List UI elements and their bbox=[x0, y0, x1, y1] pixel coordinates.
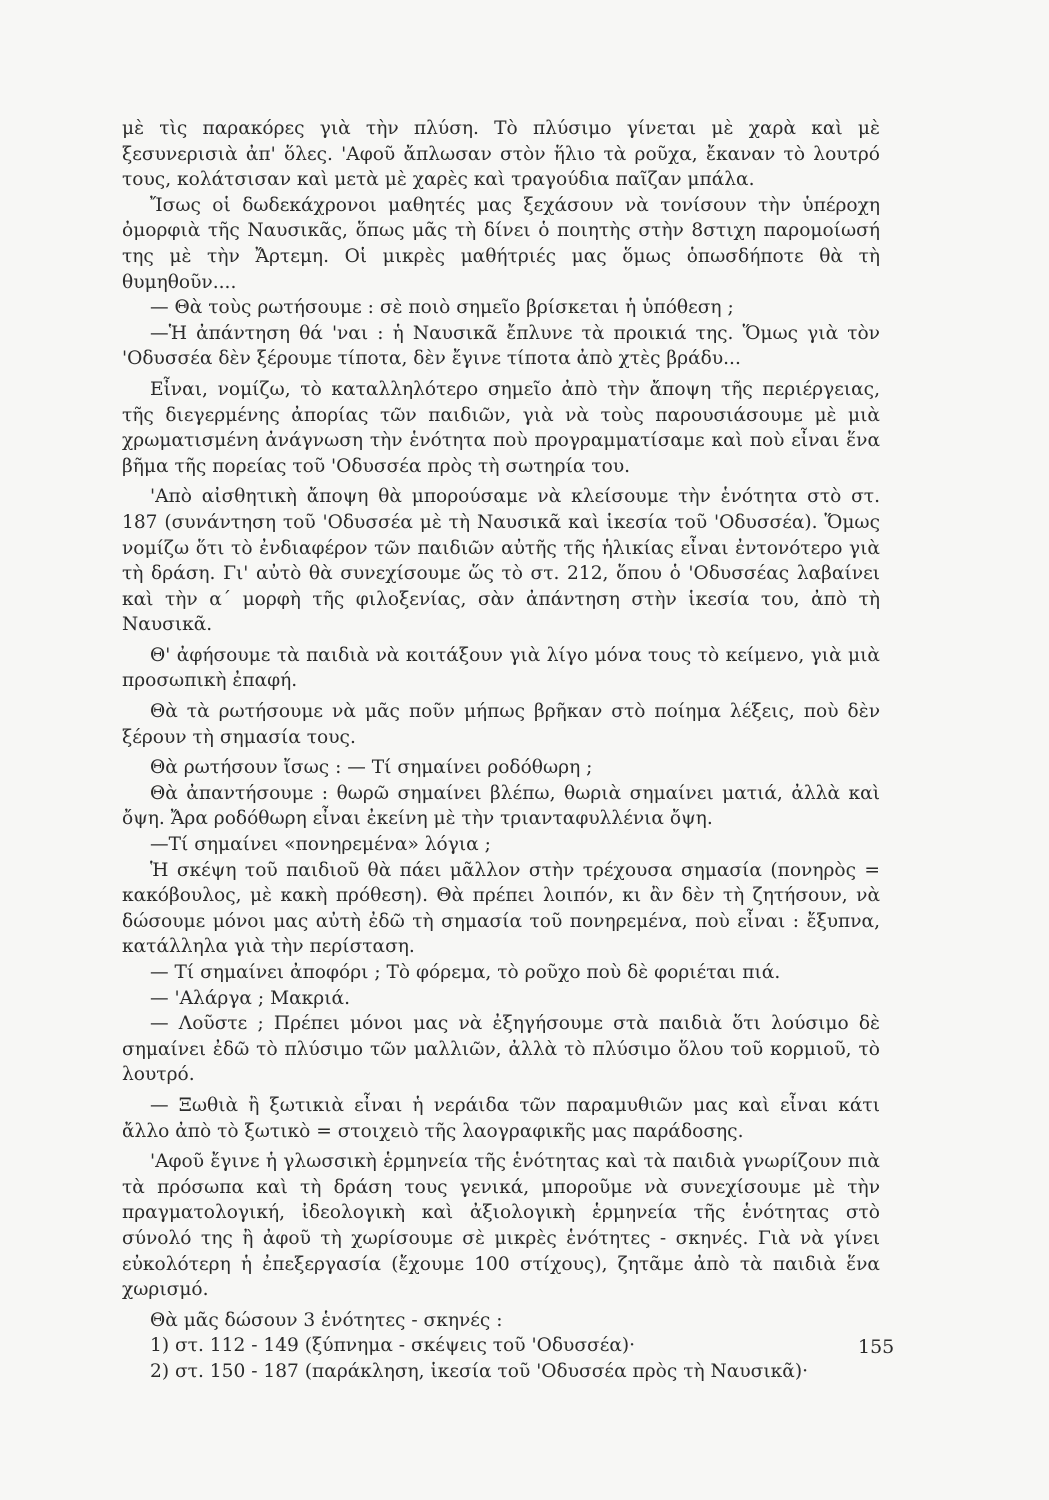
paragraph-10: Θὰ ἀπαντήσουμε : θωρῶ σημαίνει βλέπω, θωριὰ σημαίνει ματιά, ἀλλὰ καὶ ὄψη. Ἄρα ροδόθωρη εἶναι ἐκείνη μὲ τὴν τριανταφυλλένια ὄψη. bbox=[122, 782, 880, 830]
list-item-1: 1) στ. 112 - 149 (ξύπνημα - σκέψεις τοῦ 'Οδυσσέα)· bbox=[150, 1335, 636, 1357]
page-number: 155 bbox=[858, 1336, 895, 1358]
list-item-2: 2) στ. 150 - 187 (παράκληση, ἱκεσία τοῦ 'Οδυσσέα πρὸς τὴ Ναυσικᾶ)· bbox=[150, 1360, 808, 1382]
paragraph-16: — Ξωθιὰ ἢ ξωτικιὰ εἶναι ἡ νεράιδα τῶν παραμυθιῶν μας καὶ εἶναι κάτι ἄλλο ἀπὸ τὸ ξωτικὸ = στοιχειὸ τῆς λαογραφικῆς μας παράδοσης. bbox=[122, 1094, 880, 1142]
paragraph-13: — Τί σημαίνει ἀποφόρι ; Τὸ φόρεμα, τὸ ροῦχο ποὺ δὲ φοριέται πιά. bbox=[150, 962, 781, 983]
paragraph-18: Θὰ μᾶς δώσουν 3 ἑνότητες - σκηνές : bbox=[150, 1309, 503, 1331]
paragraph-8: Θὰ τὰ ρωτήσουμε νὰ μᾶς ποῦν μήπως βρῆκαν στὸ ποίημα λέξεις, ποὺ δὲν ξέρουν τὴ σημασία τους. bbox=[122, 701, 880, 748]
paragraph-7: Θ' ἀφήσουμε τὰ παιδιὰ νὰ κοιτάξουν γιὰ λίγο μόνα τους τὸ κείμενο, γιὰ μιὰ προσωπικὴ ἐπαφή. bbox=[122, 644, 880, 692]
paragraph-17: 'Αφοῦ ἔγινε ἡ γλωσσικὴ ἑρμηνεία τῆς ἑνότητας καὶ τὰ παιδιὰ γνωρίζουν πιὰ τὰ πρόσωπα καὶ τὴ δράση τους γενικά, μποροῦμε νὰ συνεχίσουμε μὲ τὴν πραγματολογική, ἰδεολογικὴ καὶ ἀξιολογικὴ ἑρμηνεία τῆς ἑνότητας στὸ σύνολό της ἢ ἀφοῦ τὴ χωρίσουμε σὲ μικρὲς ἑνότητες - σκηνές. Γιὰ νὰ γίνει εὐκολότερη ἡ ἐπεξεργασία (ἔχουμε 100 στίχους), ζητᾶμε ἀπὸ τὰ παιδιὰ ἕνα χωρισμό. bbox=[122, 1151, 880, 1301]
paragraph-15: — Λοῦστε ; Πρέπει μόνοι μας νὰ ἐξηγήσουμε στὰ παιδιὰ ὅτι λούσιμο δὲ σημαίνει ἐδῶ τὸ πλύσιμο τῶν μαλλιῶν, ἀλλὰ τὸ πλύσιμο ὅλου τοῦ κορμιοῦ, τὸ λουτρό. bbox=[122, 1013, 880, 1086]
paragraph-14: — 'Αλάργα ; Μακριά. bbox=[150, 987, 350, 1009]
paragraph-6: 'Απὸ αἰσθητικὴ ἄποψη θὰ μπορούσαμε νὰ κλείσουμε τὴν ἑνότητα στὸ στ. 187 (συνάντηση τοῦ 'Οδυσσέα μὲ τὴ Ναυσικᾶ καὶ ἱκεσία τοῦ 'Οδυσσέα). Ὅμως νομίζω ὅτι τὸ ἐνδιαφέρον τῶν παιδιῶν αὐτῆς τῆς ἡλικίας εἶναι ἐντονότερο γιὰ τὴ δράση. Γι' αὐτὸ θὰ συνεχίσουμε ὥς τὸ στ. 212, ὅπου ὁ 'Οδυσσέας λαβαίνει καὶ τὴν α΄ μορφὴ τῆς φιλοξενίας, σὰν ἀπάντηση στὴν ἱκεσία του, ἀπὸ τὴ Ναυσικᾶ. bbox=[122, 486, 880, 636]
paragraph-11: —Τί σημαίνει «πονηρεμένα» λόγια ; bbox=[150, 834, 491, 856]
paragraph-2: Ἴσως οἱ δωδεκάχρονοι μαθητές μας ξεχάσουν νὰ τονίσουν τὴν ὑπέροχη ὀμορφιὰ τῆς Ναυσικᾶς, ὅπως μᾶς τὴ δίνει ὁ ποιητὴς στὴν 8στιχη παρομοίωσή της μὲ τὴν Ἄρτεμη. Οἱ μικρὲς μαθήτριές μας ὅμως ὁπωσδήποτε θὰ τὴ θυμηθοῦν.... bbox=[122, 194, 880, 293]
body-text bbox=[122, 116, 880, 1385]
paragraph-12: Ἡ σκέψη τοῦ παιδιοῦ θὰ πάει μᾶλλον στὴν τρέχουσα σημασία (πονηρὸς = κακόβουλος, μὲ κακὴ πρόθεση). Θὰ πρέπει λοιπόν, κι ἂν δὲν τὴ ζητήσουν, νὰ δώσουμε μόνοι μας αὐτὴ ἐδῶ τὴ σημασία τοῦ πονηρεμένα, ποὺ εἶναι : ἔξυπνα, κατάλληλα γιὰ τὴν περίσταση. bbox=[122, 859, 880, 958]
dialogue-answer: —Ἡ ἀπάντηση θά 'ναι : ἡ Ναυσικᾶ ἔπλυνε τὰ προικιά της. Ὅμως γιὰ τὸν 'Οδυσσέα δὲν ξέρουμε τίποτα, δὲν ἔγινε τίποτα ἀπὸ χτὲς βράδυ... bbox=[122, 322, 880, 370]
paragraph-9: Θὰ ρωτήσουν ἴσως : — Τί σημαίνει ροδόθωρη ; bbox=[150, 757, 593, 779]
dialogue-question: — Θὰ τοὺς ρωτήσουμε : σὲ ποιὸ σημεῖο βρίσκεται ἡ ὑπόθεση ; bbox=[150, 297, 734, 319]
paragraph-1: μὲ τὶς παρακόρες γιὰ τὴν πλύση. Τὸ πλύσιμο γίνεται μὲ χαρὰ καὶ μὲ ξεσυνερισιὰ ἀπ' ὅλες. 'Αφοῦ ἄπλωσαν στὸν ἥλιο τὰ ροῦχα, ἔκαναν τὸ λουτρό τους, κολάτσισαν καὶ μετὰ μὲ χαρὲς καὶ τραγούδια παῖζαν μπάλα. bbox=[122, 118, 880, 191]
paragraph-5: Εἶναι, νομίζω, τὸ καταλληλότερο σημεῖο ἀπὸ τὴν ἄποψη τῆς περιέργειας, τῆς διεγερμένης ἀπορίας τῶν παιδιῶν, γιὰ νὰ τοὺς παρουσιάσουμε μὲ μιὰ χρωματισμένη ἀνάγνωση τὴν ἑνότητα ποὺ προγραμματίσαμε καὶ ποὺ εἶναι ἕνα βῆμα τῆς πορείας τοῦ 'Οδυσσέα πρὸς τὴ σωτηρία του. bbox=[122, 378, 880, 477]
